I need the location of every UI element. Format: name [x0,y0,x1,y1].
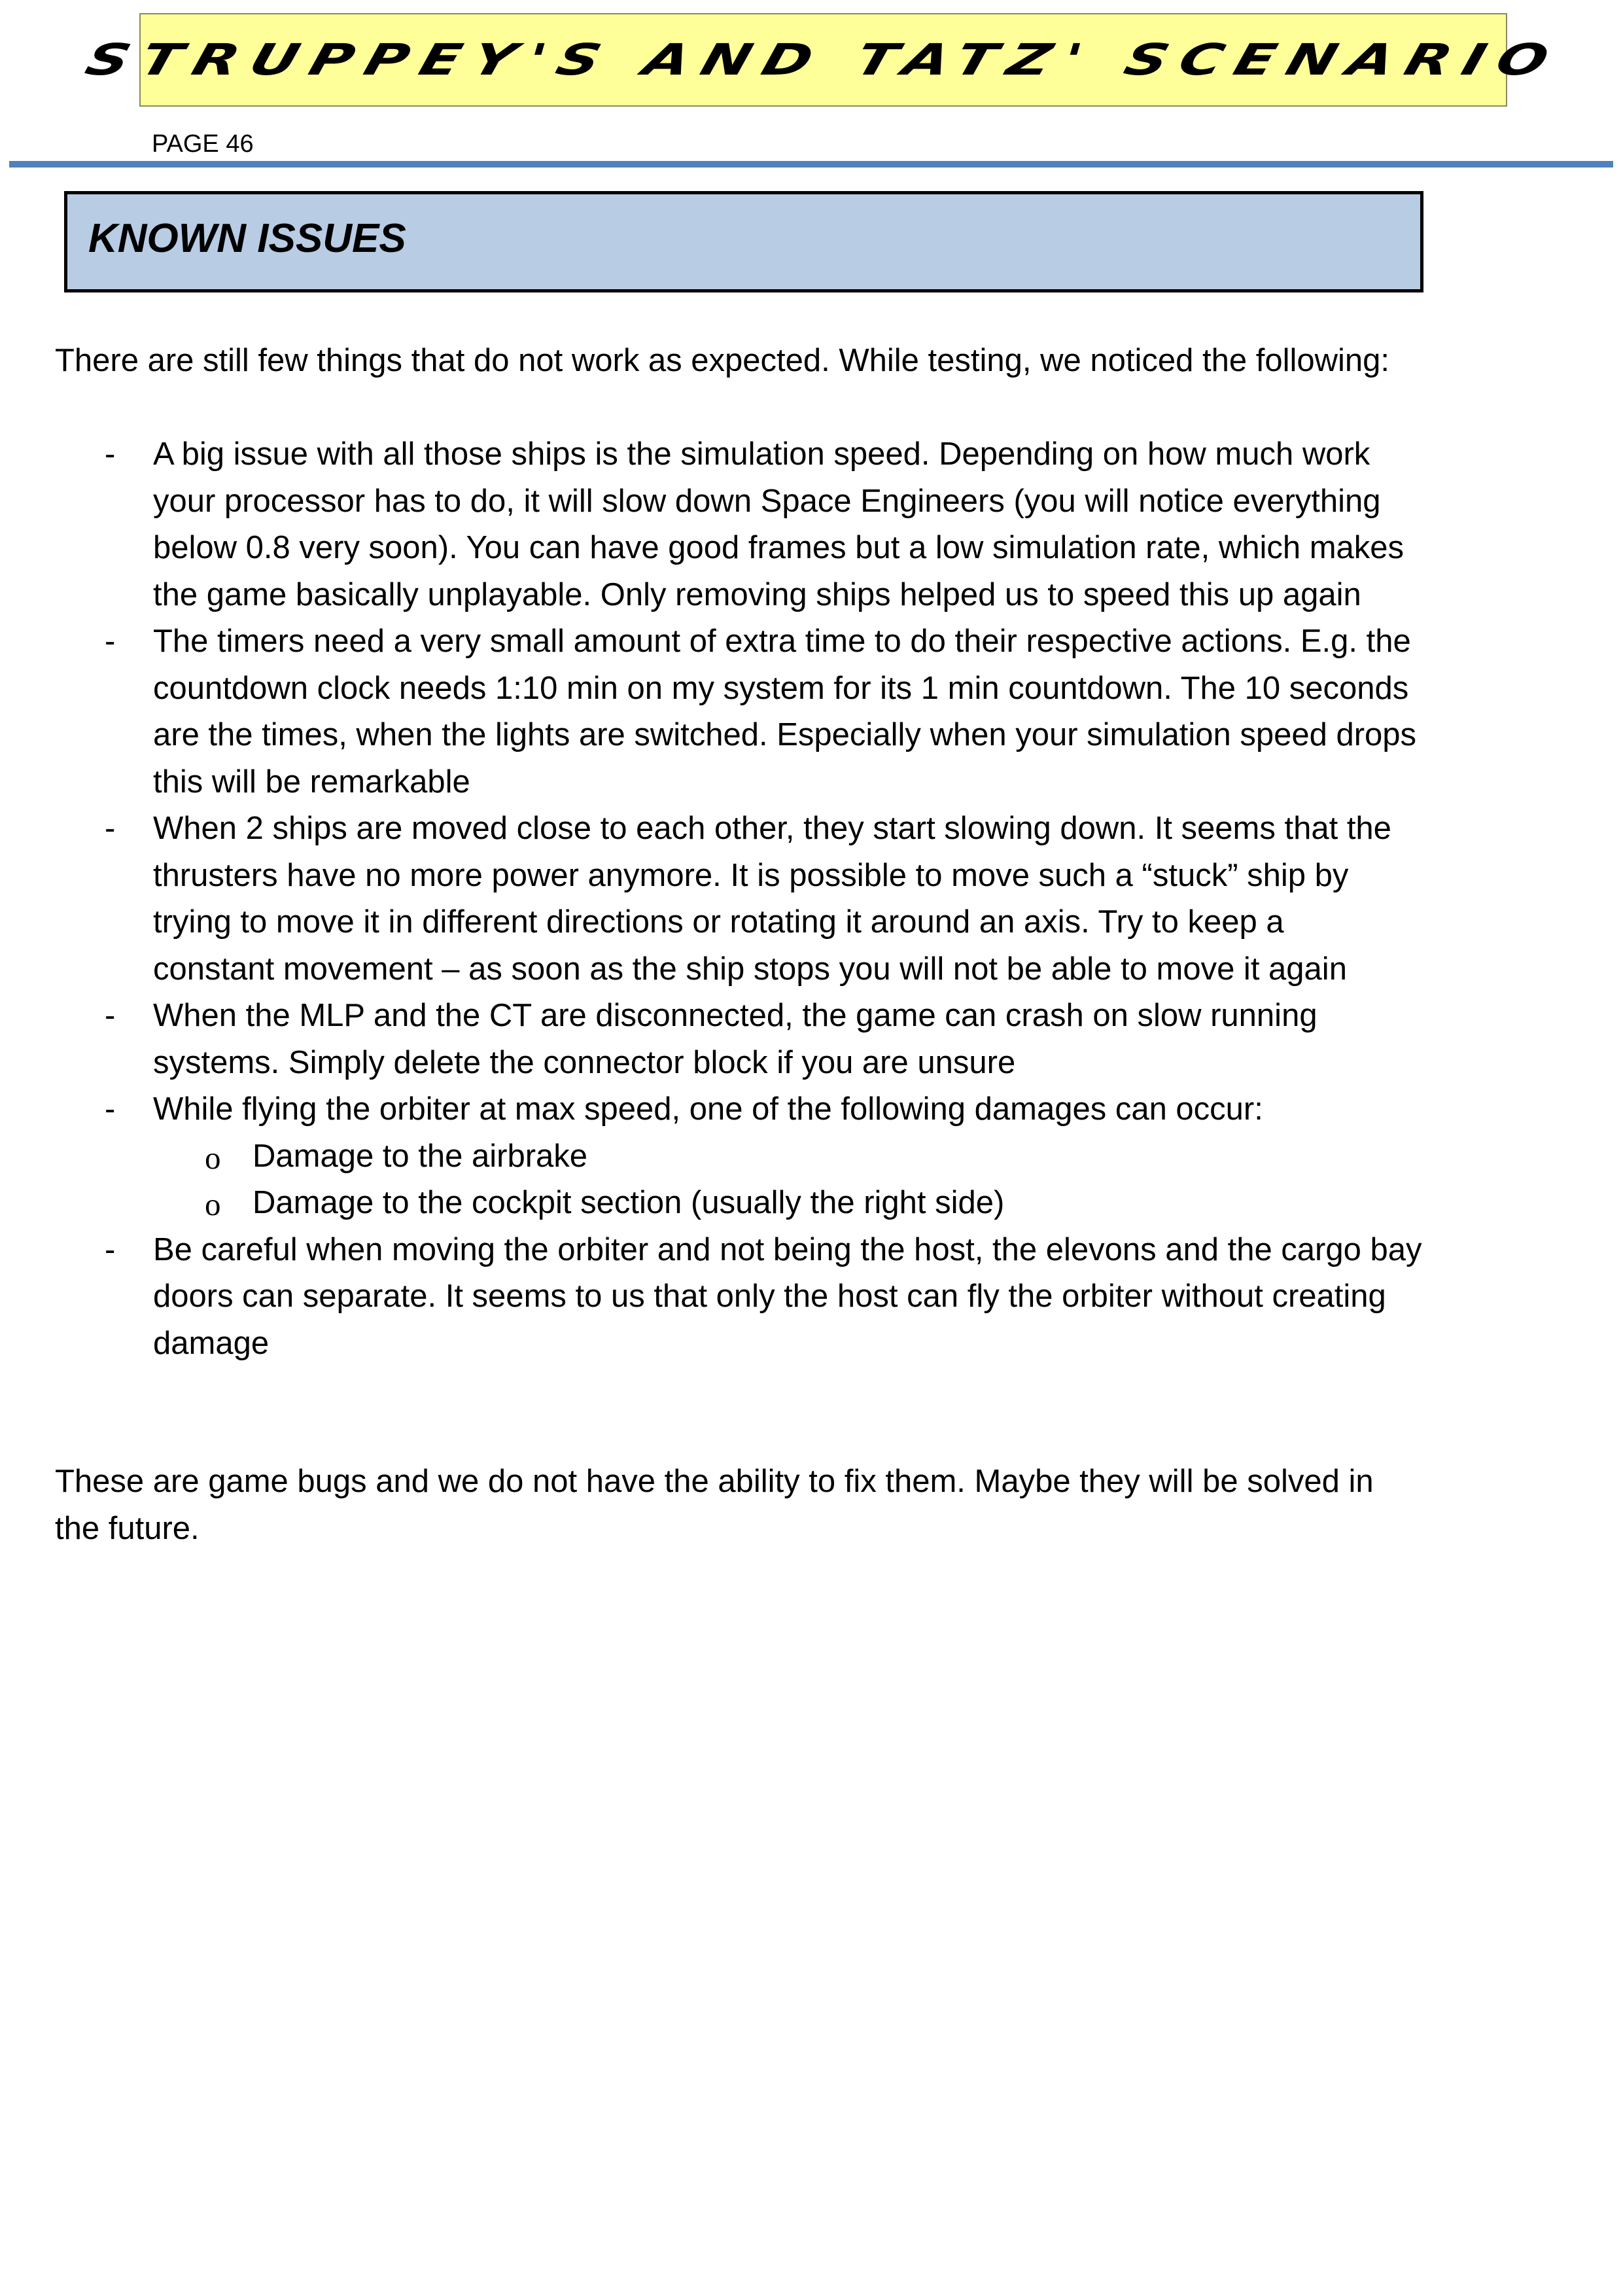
intro-paragraph: There are still few things that do not work as expected. While testing, we noticed the following: [55,343,1390,378]
section-heading-box [64,191,1423,292]
list-item-line: this will be remarkable [153,764,470,800]
list-item-line: When 2 ships are moved close to each other, they start slowing down. It seems that the [153,811,1391,846]
list-item [0,993,1623,1086]
sub-list-item [0,1133,1623,1180]
list-item-line: While flying the orbiter at max speed, one of the following damages can occur: [153,1091,1263,1127]
header-divider [9,161,1613,168]
list-item-line: constant movement – as soon as the ship stops you will not be able to move it again [153,951,1347,987]
bullet-dash: - [105,811,116,846]
list-item-line: thrusters have no more power anymore. It is possible to move such a “stuck” ship by [153,857,1349,893]
bullet-dash: - [105,436,116,472]
document-title-banner [80,13,1567,107]
bullet-dash: - [105,998,116,1033]
list-item-line: systems. Simply delete the connector block if you are unsure [153,1044,1016,1080]
bullet-dash: - [105,1091,116,1127]
bullet-dash: - [105,1231,116,1267]
list-item-line: When the MLP and the CT are disconnected, the game can crash on slow running [153,998,1318,1033]
page-number: PAGE 46 [152,130,254,158]
list-item [0,805,1623,993]
sub-list-item [0,1180,1623,1227]
sub-bullet-marker: o [205,1139,221,1176]
list-item-line: doors can separate. It seems to us that only the host can fly the orbiter without creating [153,1279,1386,1314]
closing-paragraph [55,1458,1374,1552]
document-title: STRUPPEY'S AND TATZ' SCENARIO [80,35,1567,85]
bullet-dash: - [105,624,116,659]
list-item-line: A big issue with all those ships is the simulation speed. Depending on how much work [153,436,1370,472]
list-item-line: damage [153,1325,270,1361]
list-item [0,1227,1623,1368]
list-item-line: trying to move it in different directions or rotating it around an axis. Try to keep a [153,904,1284,940]
list-item-line: countdown clock needs 1:10 min on my system for its 1 min countdown. The 10 seconds [153,670,1409,706]
list-item-line: are the times, when the lights are switched. Especially when your simulation speed drops [153,717,1417,752]
list-item [0,618,1623,805]
list-item-line: your processor has to do, it will slow down Space Engineers (you will notice everything [153,483,1381,519]
list-item [0,1086,1623,1133]
list-item [0,431,1623,618]
list-item-line: the game basically unplayable. Only removing ships helped us to speed this up again [153,576,1361,612]
issues-list [0,431,1623,1367]
section-heading: KNOWN ISSUES [88,216,406,261]
sub-list-item-text: Damage to the cockpit section (usually the right side) [253,1185,1005,1220]
closing-line: the future. [55,1510,200,1546]
sub-list-item-text: Damage to the airbrake [253,1138,588,1174]
sub-bullet-marker: o [205,1186,221,1222]
list-item-line: Be careful when moving the orbiter and not being the host, the elevons and the cargo bay [153,1231,1422,1267]
closing-line: These are game bugs and we do not have the ability to fix them. Maybe they will be solved in [55,1464,1374,1499]
list-item-line: below 0.8 very soon). You can have good frames but a low simulation rate, which makes [153,530,1405,565]
list-item-line: The timers need a very small amount of extra time to do their respective actions. E.g. the [153,624,1411,659]
